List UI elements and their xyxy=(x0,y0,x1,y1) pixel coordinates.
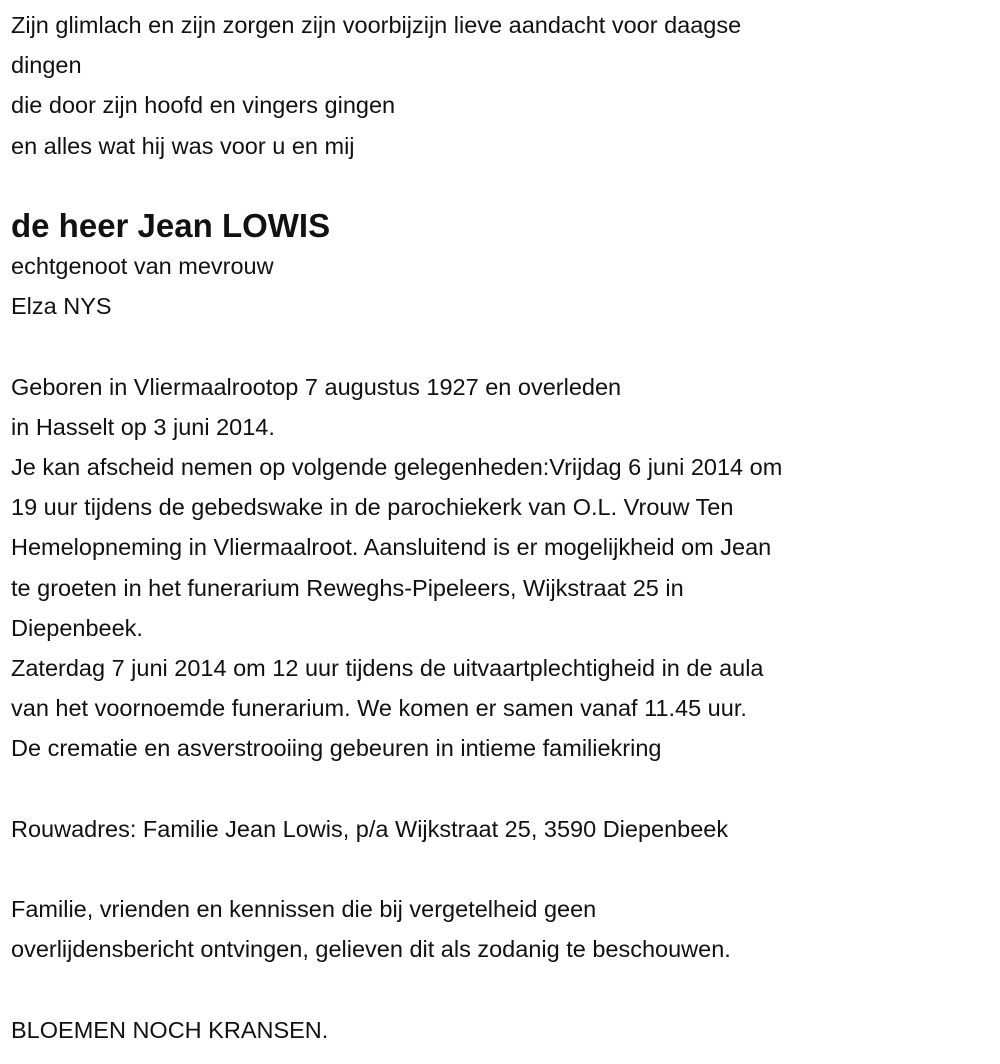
poem-line: dingen xyxy=(11,52,82,79)
details-line: Diepenbeek. xyxy=(11,614,143,641)
notice-line: overlijdensbericht ontvingen, gelieven dit als zodanig te beschouwen. xyxy=(11,936,731,963)
details-line: Zaterdag 7 juni 2014 om 12 uur tijdens de uitvaartplechtigheid in de aula xyxy=(11,655,764,681)
poem-line: Zijn glimlach en zijn zorgen zijn voorbijzijn lieve aandacht voor daagse xyxy=(11,12,742,38)
spacer xyxy=(11,769,1000,809)
spacer xyxy=(11,970,1000,1010)
details-line: Geboren in Vliermaalrootop 7 augustus 1927 en overleden xyxy=(11,373,622,400)
poem-line: en alles wat hij was voor u en mij xyxy=(11,132,355,159)
details-line: De crematie en asverstrooiing gebeuren in intieme familiekring xyxy=(11,735,662,762)
spacer xyxy=(11,849,1000,889)
spacer xyxy=(11,166,1000,206)
spacer xyxy=(11,327,1000,367)
spouse-line: echtgenoot van mevrouw xyxy=(11,253,274,280)
mourning-address: Rouwadres: Familie Jean Lowis, p/a Wijkstraat 25, 3590 Diepenbeek xyxy=(11,815,729,842)
details-line: 19 uur tijdens de gebedswake in de parochiekerk van O.L. Vrouw Ten xyxy=(11,494,734,521)
notice-line: Familie, vrienden en kennissen die bij vergetelheid geen xyxy=(11,896,597,923)
details-line: te groeten in het funerarium Reweghs-Pipeleers, Wijkstraat 25 in xyxy=(11,574,684,601)
flowers-note: BLOEMEN NOCH KRANSEN. xyxy=(11,1016,329,1043)
details-line: in Hasselt op 3 juni 2014. xyxy=(11,413,275,440)
details xyxy=(11,367,1000,769)
details-line: Hemelopneming in Vliermaalroot. Aansluitend is er mogelijkheid om Jean xyxy=(11,534,772,561)
details-line: van het voornoemde funerarium. We komen er samen vanaf 11.45 uur. xyxy=(11,695,747,722)
details-line: Je kan afscheid nemen op volgende gelegenheden:Vrijdag 6 juni 2014 om xyxy=(11,454,783,481)
spouse-line: Elza NYS xyxy=(11,293,112,320)
poem-line: die door zijn hoofd en vingers gingen xyxy=(11,92,396,119)
poem xyxy=(11,5,1000,166)
deceased-name-heading: de heer Jean LOWIS xyxy=(11,206,331,244)
